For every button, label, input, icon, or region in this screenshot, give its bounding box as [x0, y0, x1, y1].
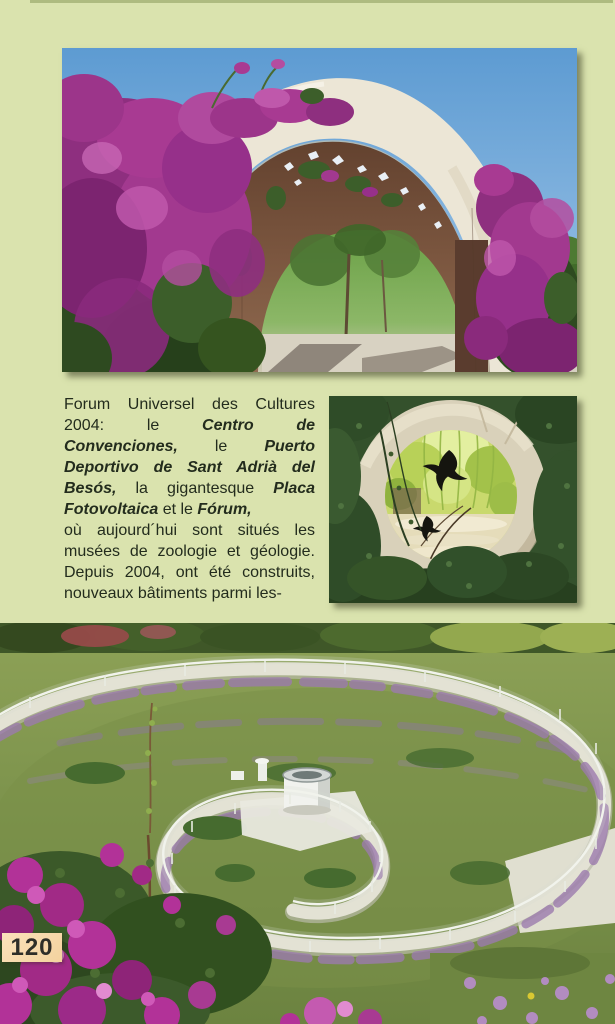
arch-photo-illustration	[62, 48, 577, 372]
text-run: nouveaux bâtiments parmi les-	[64, 585, 282, 602]
highlighted-term: Fórum,	[197, 501, 252, 518]
text-run: Forum Universel des Cultures	[64, 396, 315, 413]
circle-window-photo	[329, 396, 577, 603]
treeline	[0, 623, 615, 653]
highlighted-term: Centro de	[202, 417, 316, 434]
page-number-badge	[2, 933, 62, 962]
text-line	[64, 457, 315, 478]
text-run: le	[214, 438, 228, 455]
highlighted-term: Convenciones,	[64, 438, 178, 455]
highlighted-term: Deportivo de Sant Adrià del	[64, 459, 315, 476]
highlighted-term: Placa	[273, 480, 316, 497]
page-number: 120	[10, 933, 54, 961]
spiral-garden-illustration	[0, 623, 615, 1024]
text-run: Depuis 2004, ont été construits,	[64, 564, 315, 581]
bottom-right-vegetation	[430, 947, 615, 1024]
circle-window-illustration	[329, 396, 577, 603]
text-run: musées de zoologie et géologie.	[64, 543, 315, 560]
arch-photo	[62, 48, 577, 372]
text-run: où aujourd´hui sont situés les	[64, 522, 315, 539]
text-line	[64, 541, 315, 562]
body-text	[64, 394, 315, 604]
text-line	[64, 499, 315, 520]
text-run: et le	[162, 501, 193, 518]
text-line	[64, 520, 315, 541]
text-line	[64, 436, 315, 457]
highlighted-term: Fotovoltaica	[64, 501, 159, 518]
text-line	[64, 478, 315, 499]
text-line	[64, 394, 315, 415]
spiral-garden-photo	[0, 623, 615, 1024]
text-run: 2004:	[64, 417, 105, 434]
text-run: le	[146, 417, 160, 434]
text-line	[64, 415, 315, 436]
text-line	[64, 562, 315, 583]
text-run: la gigantesque	[135, 480, 255, 497]
highlighted-term: Puerto	[264, 438, 315, 455]
top-rule	[30, 0, 613, 3]
highlighted-term: Besós,	[64, 480, 117, 497]
text-line	[64, 583, 315, 604]
